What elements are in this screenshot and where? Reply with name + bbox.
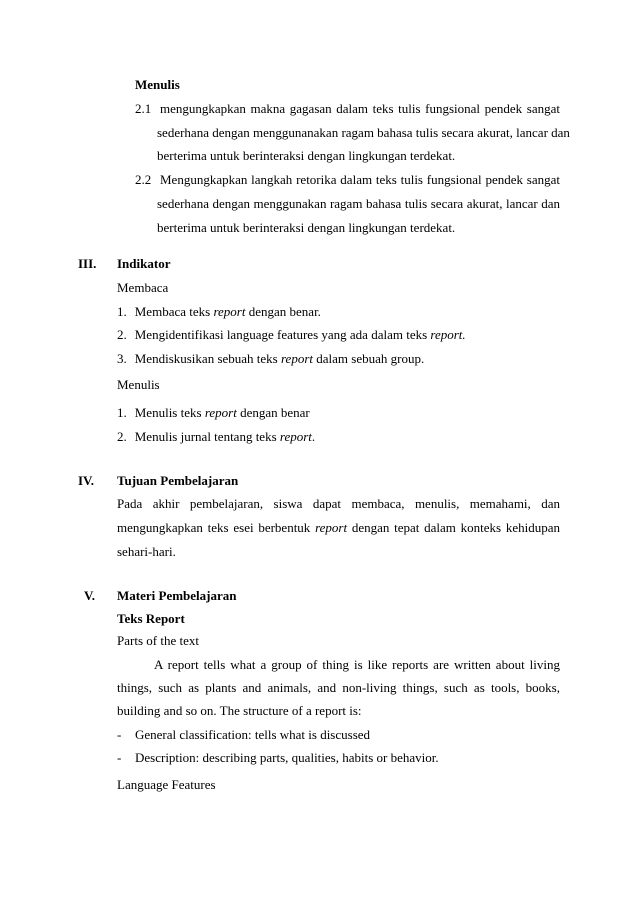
- parts-label: Parts of the text: [117, 633, 199, 648]
- menulis-heading: Menulis: [135, 77, 180, 92]
- list-text-emphasis: report: [213, 304, 246, 319]
- section-4-line-3: sehari-hari.: [117, 544, 176, 559]
- kd-2-1-line-3: berterima untuk berinteraksi dengan lingkungan terdekat.: [157, 148, 456, 163]
- kd-2-2-line-1: Mengungkapkan langkah retorika dalam teks tulis fungsional pendek sangat: [160, 172, 560, 187]
- list-text: Menulis jurnal tentang teks: [134, 429, 280, 444]
- list-number: 2.: [117, 327, 127, 342]
- section-4-line-1: Pada akhir pembelajaran, siswa dapat membaca, menulis, memahami, dan: [117, 496, 560, 511]
- list-item: [117, 405, 310, 421]
- kd-2-1-line-1: mengungkapkan makna gagasan dalam teks tulis fungsional pendek sangat: [160, 101, 560, 116]
- section-3-title: Indikator: [117, 256, 171, 271]
- list-text: dengan benar: [236, 405, 310, 420]
- paragraph-line-1: A report tells what a group of thing is like reports are written about living: [154, 657, 560, 672]
- list-text-emphasis: report: [279, 429, 312, 444]
- list-text: dalam sebuah group.: [313, 351, 425, 366]
- section-4-line-2-emphasis: report: [315, 520, 348, 535]
- list-number: 1.: [117, 405, 127, 420]
- section-5-number: V.: [84, 588, 95, 603]
- list-item: [117, 304, 321, 320]
- kd-number-2-2: 2.2: [135, 172, 152, 187]
- kd-2-2-line-2: sederhana dengan menggunakan ragam bahasa tulis secara akurat, lancar dan: [157, 196, 560, 211]
- section-4-title: Tujuan Pembelajaran: [117, 473, 239, 488]
- language-features-label: Language Features: [117, 777, 216, 792]
- kd-2-1-line-2: sederhana dengan menggunanakan ragam bahasa tulis secara akurat, lancar dan: [157, 125, 570, 140]
- paragraph-line-2: things, such as plants and animals, and non-living things, such as tools, books,: [117, 680, 560, 695]
- kd-number-2-1: 2.1: [135, 101, 152, 116]
- kd-2-2-line-3: berterima untuk berinteraksi dengan lingkungan terdekat.: [157, 220, 456, 235]
- section-5-subtitle: Teks Report: [117, 611, 185, 626]
- list-item: [117, 327, 466, 343]
- section-3-number: III.: [78, 256, 97, 271]
- list-text: Membaca teks: [134, 304, 214, 319]
- list-text: Mengidentifikasi language features yang ada dalam teks: [134, 327, 431, 342]
- list-text-emphasis: report.: [430, 327, 466, 342]
- list-text-emphasis: report: [204, 405, 237, 420]
- list-text: Menulis teks: [134, 405, 205, 420]
- list-text-emphasis: report: [280, 351, 314, 366]
- bullet-dash: -: [117, 750, 122, 765]
- list-number: 3.: [117, 351, 127, 366]
- paragraph-line-3: building and so on. The structure of a report is:: [117, 703, 362, 718]
- bullet-text: General classification: tells what is discussed: [135, 727, 371, 742]
- list-item: [117, 429, 315, 445]
- section-4-line-2-text: dengan tepat dalam konteks kehidupan: [347, 520, 560, 535]
- section-4-line-2: [117, 520, 560, 536]
- bullet-dash: -: [117, 727, 122, 742]
- list-item: [117, 351, 424, 367]
- bullet-text: Description: describing parts, qualities, habits or behavior.: [135, 750, 439, 765]
- section-5-title: Materi Pembelajaran: [117, 588, 237, 603]
- menulis-label: Menulis: [117, 377, 160, 392]
- section-4-line-2-text: mengungkapkan teks esei berbentuk: [117, 520, 316, 535]
- list-number: 2.: [117, 429, 127, 444]
- membaca-label: Membaca: [117, 280, 169, 295]
- list-text: .: [311, 429, 316, 444]
- list-text: Mendiskusikan sebuah teks: [134, 351, 281, 366]
- section-4-number: IV.: [78, 473, 95, 488]
- list-text: dengan benar.: [245, 304, 321, 319]
- list-number: 1.: [117, 304, 127, 319]
